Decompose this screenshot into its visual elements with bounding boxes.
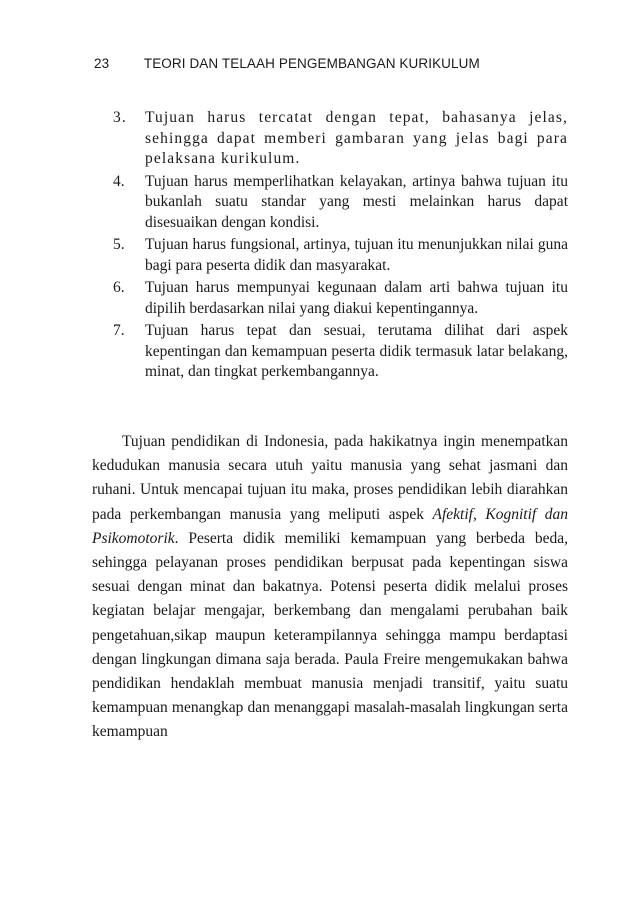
list-item-number: 6. [113,279,125,296]
page-header [94,56,578,71]
criteria-list [113,108,568,385]
list-item-text: Tujuan harus fungsional, artinya, tujuan itu menunjukkan nilai guna bagi para peserta didik dan masyarakat. [145,236,568,274]
list-item [113,278,568,319]
list-item-text: Tujuan harus memperlihatkan kelayakan, artinya bahwa tujuan itu bukanlah suatu standar yang mesti melainkan harus dapat disesuaikan dengan kondisi. [145,172,568,231]
paragraph-text-end: . Peserta didik memiliki kemampuan yang berbeda beda, sehingga pelayanan proses pendidikan berpusat pada kepentingan siswa sesuai dengan minat dan bakatnya. Potensi peserta didik melalui proses kegiatan belajar mengajar, berkembang dan mengalami perubahan baik pengetahuan,sikap maupun keterampilannya sehingga mampu berdaptasi dengan lingkungan dimana saja berada. Paula Freire mengemukakan bahwa pendidikan hendaklah membuat manusia menjadi transitif, yaitu suatu kemampuan menangkap dan menanggapi masalah-masalah lingkungan serta kemampuan [92,529,568,741]
list-item-text: Tujuan harus tercatat dengan tepat, bahasanya jelas, sehingga dapat memberi gambaran yang jelas bagi para pelaksana kurikulum. [145,109,568,167]
paragraph-emphasis: Afektif, Kognitif dan Psikomotorik [92,505,568,547]
list-item-number: 5. [113,236,125,253]
paragraph-text-start: Tujuan pendidikan di Indonesia, pada hakikatnya ingin menempatkan kedudukan manusia secara utuh yaitu manusia yang sehat jasmani dan ruhani. Untuk mencapai tujuan itu maka, proses pendidikan lebih diarahkan pada perkembangan manusia yang meliputi aspek [92,433,568,523]
running-title: TEORI DAN TELAAH PENGEMBANGAN KURIKULUM [143,56,480,71]
list-item-number: 3. [113,109,127,126]
list-item [113,321,568,383]
list-item [113,172,568,234]
list-item [113,235,568,276]
body-paragraph [92,430,568,745]
list-item-text: Tujuan harus tepat dan sesuai, terutama dilihat dari aspek kepentingan dan kemampuan peserta didik termasuk latar belakang, minat, dan tingkat perkembangannya. [145,322,568,380]
page-number: 23 [94,56,110,71]
list-item [113,108,568,170]
list-item-text: Tujuan harus mempunyai kegunaan dalam arti bahwa tujuan itu dipilih berdasarkan nilai yang diakui kepentingannya. [145,279,568,317]
list-item-number: 7. [113,322,125,339]
list-item-number: 4. [113,172,125,190]
